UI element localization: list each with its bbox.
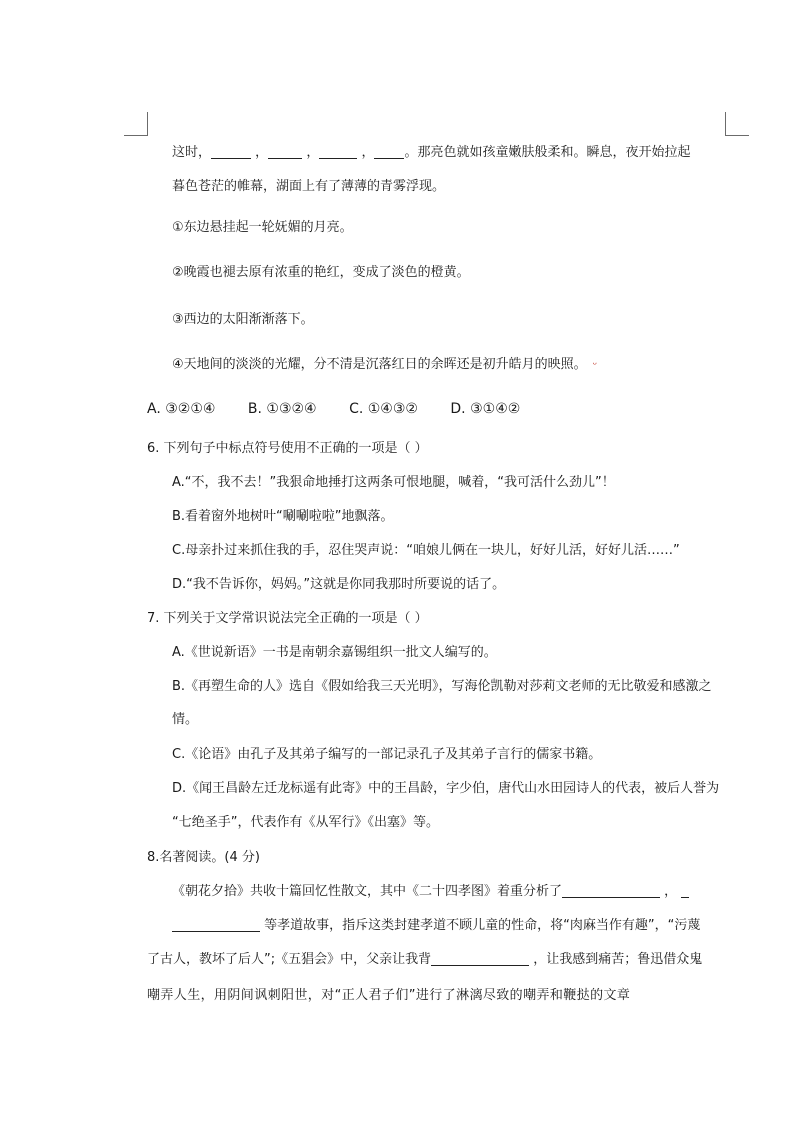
q8-line-3: 了古人，教坏了后人”;《五猖会》中，父亲让我背 ，让我感到痛苦；鲁迅借众鬼: [147, 952, 703, 967]
answer-blank[interactable]: [319, 144, 357, 159]
q7-option-a[interactable]: A.《世说新语》一书是南朝余嘉锡组织一批文人编写的。: [172, 645, 497, 660]
option-d[interactable]: D. ③①④②: [450, 401, 521, 417]
q6-stem: 6. 下列句子中标点符号使用不正确的一项是（ ）: [147, 441, 428, 456]
sentence-2: ②晚霞也褪去原有浓重的艳红，变成了淡色的橙黄。: [172, 265, 470, 280]
answer-blank[interactable]: [374, 144, 404, 159]
q8-line-1: 《朝花夕拾》共收十篇回忆性散文，其中《二十四孝图》着重分析了 ，: [172, 882, 689, 902]
sentence-4: ④天地间的淡淡的光耀，分不清是沉落红日的余晖还是初升皓月的映照。 ᵕ: [172, 357, 598, 372]
q7-option-b-cont: 情。: [172, 712, 199, 727]
q7-option-c[interactable]: C.《论语》由孔子及其弟子编写的一部记录孔子及其弟子言行的儒家书籍。: [172, 747, 602, 762]
crop-mark-left-horizontal: [124, 135, 148, 136]
q7-stem: 7. 下列关于文学常识说法完全正确的一项是（ ）: [147, 611, 428, 626]
q5-options: [147, 399, 548, 419]
q6-option-d[interactable]: D.“我不告诉你，妈妈。”这就是你同我那时所要说的话了。: [172, 577, 506, 592]
crop-mark-left-vertical: [147, 112, 148, 136]
crop-mark-right-vertical: [725, 112, 726, 136]
q8-line-2: 等孝道故事，指斥这类封建孝道不顾儿童的性命，将“肉麻当作有趣”，“污蔑: [172, 916, 700, 936]
crop-mark-right-horizontal: [725, 135, 749, 136]
answer-blank[interactable]: [172, 917, 260, 932]
q8-title: 8.名著阅读。(4 分): [147, 850, 260, 865]
option-a[interactable]: A. ③②①④: [147, 401, 216, 417]
q8-line-4: 嘲弄人生，用阴间讽刺阳世，对“正人君子们”进行了淋漓尽致的嘲弄和鞭挞的文章: [147, 988, 631, 1003]
q7-option-d-cont: “七绝圣手”，代表作有《从军行》《出塞》等。: [172, 815, 439, 830]
answer-blank[interactable]: [681, 883, 689, 898]
answer-blank[interactable]: [562, 883, 660, 898]
answer-blank[interactable]: [211, 144, 251, 159]
passage-line-1: 这时， ， ， ， 。那亮色就如孩童嫩肤般柔和。瞬息，夜开始拉起: [172, 145, 691, 160]
q6-option-c[interactable]: C.母亲扑过来抓住我的手，忍住哭声说：“咱娘儿俩在一块儿，好好儿活，好好儿活……”: [172, 543, 680, 558]
option-c[interactable]: C. ①④③②: [349, 401, 418, 417]
passage-line-2: 暮色苍茫的帷幕，湖面上有了薄薄的青雾浮现。: [172, 179, 446, 194]
q7-option-b[interactable]: B.《再塑生命的人》选自《假如给我三天光明》，写海伦凯勒对莎莉文老师的无比敬爱和感激之: [172, 679, 712, 694]
sentence-1: ①东边悬挂起一轮妩媚的月亮。: [172, 220, 353, 235]
option-b[interactable]: B. ①③②④: [247, 401, 317, 417]
q7-option-d[interactable]: D.《闻王昌龄左迁龙标遥有此寄》中的王昌龄，字少伯，唐代山水田园诗人的代表，被后人誉为: [172, 781, 720, 796]
sentence-3: ③西边的太阳渐渐落下。: [172, 312, 314, 327]
q6-option-b[interactable]: B.看着窗外地树叶“唰唰啦啦”地飘落。: [172, 509, 394, 524]
spellcheck-squiggle: ᵕ: [592, 358, 598, 371]
q6-option-a[interactable]: A.“不，我不去！”我狠命地捶打这两条可恨地腿，喊着，“我可活什么劲儿”！: [172, 475, 615, 490]
answer-blank[interactable]: [268, 144, 302, 159]
answer-blank[interactable]: [431, 951, 529, 966]
